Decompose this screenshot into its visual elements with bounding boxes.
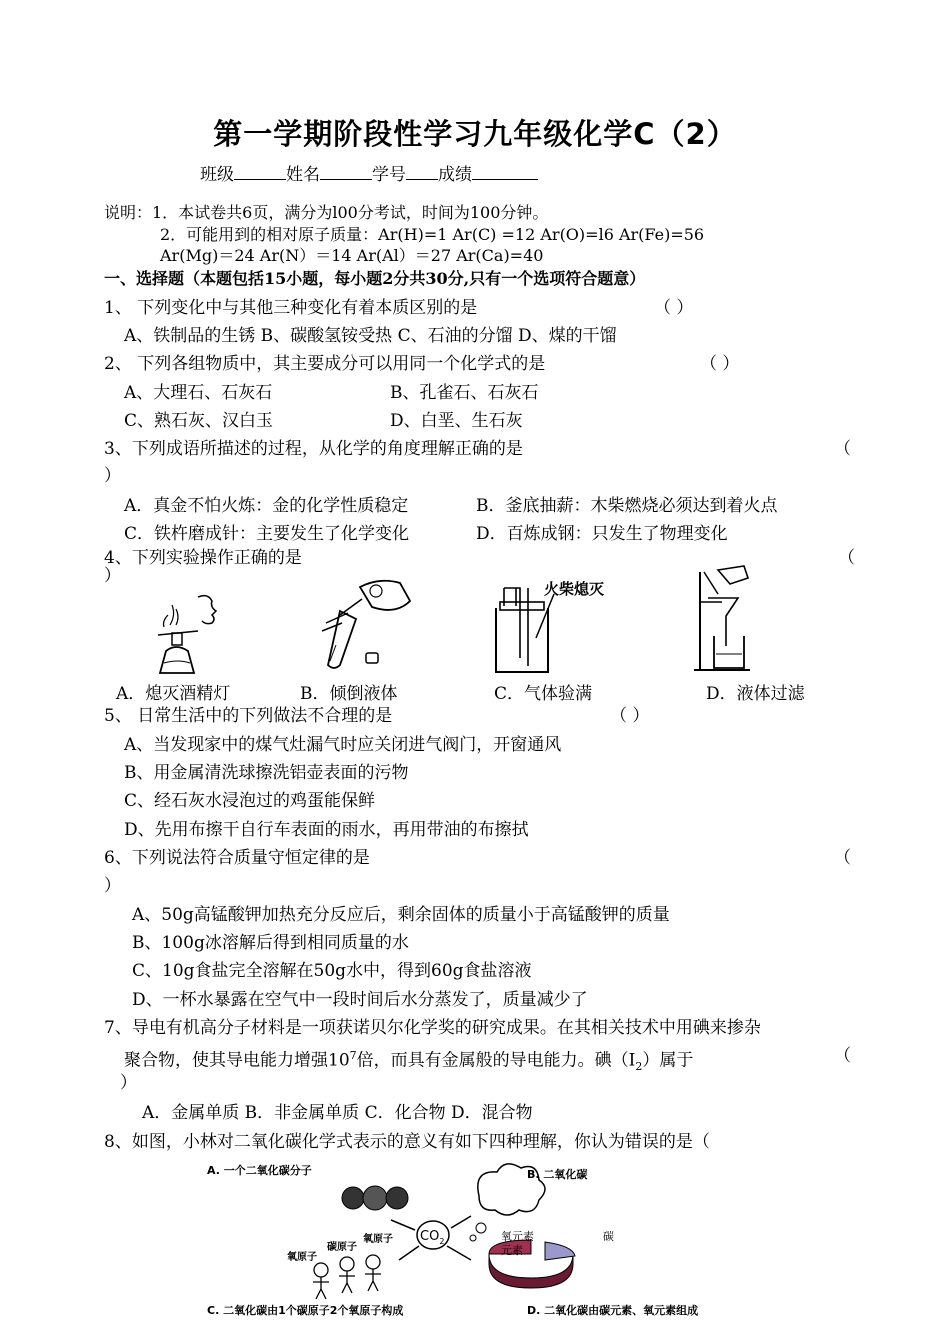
q8-label-b: B. 二氧化碳 xyxy=(527,1168,588,1181)
q7-text-c: ）属于 xyxy=(642,1050,694,1071)
q3-stem: 3、下列成语所描述的过程，从化学的角度理解正确的是 xyxy=(104,439,523,459)
q8-carbon: 碳 xyxy=(603,1230,614,1243)
q2-answer-paren[interactable]: （ ） xyxy=(700,354,740,374)
q5-option-d: D、先用布擦干自行车表面的雨水，再用带油的布擦拭 xyxy=(124,820,529,840)
q3-option-d: D．百炼成钢：只发生了物理变化 xyxy=(476,524,728,544)
q2-option-b: B、孔雀石、石灰石 xyxy=(390,383,539,403)
q1-answer-paren[interactable]: （ ） xyxy=(654,298,694,318)
q7-text-b: 倍，而具有金属般的导电能力。碘（I xyxy=(356,1050,636,1071)
q8-label-d: D. 二氧化碳由碳元素、氧元素组成 xyxy=(527,1304,699,1317)
name-blank[interactable] xyxy=(320,163,372,180)
q4-option-c: C．气体验满 xyxy=(494,684,593,704)
q7-paren-open[interactable]: （ xyxy=(834,1046,851,1066)
notes-line-1: 说明：1．本试卷共6页，满分为l00分考试，时间为100分钟。 xyxy=(104,203,549,222)
q6-option-a: A、50g高锰酸钾加热充分反应后，剩余固体的质量小于高锰酸钾的质量 xyxy=(132,905,670,925)
q7-text-a: 聚合物，使其导电能力增强10 xyxy=(124,1050,350,1071)
q5-answer-paren[interactable]: （ ） xyxy=(610,706,650,726)
q8-label-c: C. 二氧化碳由1个碳原子2个氧原子构成 xyxy=(207,1304,404,1317)
q5-option-c: C、经石灰水浸泡过的鸡蛋能保鲜 xyxy=(124,791,376,811)
q4-stem: 4、下列实验操作正确的是 xyxy=(104,548,302,568)
student-info-line xyxy=(200,163,538,186)
q6-option-d: D、一杯水暴露在空气中一段时间后水分蒸发了，质量减少了 xyxy=(132,990,588,1010)
q4-figure-a-alcohol-lamp xyxy=(150,585,230,680)
q1-options: A、铁制品的生锈 B、碳酸氢铵受热 C、石油的分馏 D、煤的干馏 xyxy=(124,326,617,346)
q7-stem-line-2 xyxy=(124,1045,693,1078)
q4-figure-b-pouring-liquid xyxy=(300,575,420,675)
q3-option-c: C．铁杵磨成针：主要发生了化学变化 xyxy=(124,524,410,544)
q4-paren-close: ） xyxy=(104,566,121,586)
q3-paren-open[interactable]: （ xyxy=(834,439,851,459)
q3-option-a: A．真金不怕火炼：金的化学性质稳定 xyxy=(124,496,409,516)
q8-oxygen-atom-2: 氧原子 xyxy=(363,1234,393,1245)
q6-stem: 6、下列说法符合质量守恒定律的是 xyxy=(104,848,370,868)
q2-stem: 2、 下列各组物质中，其主要成分可以用同一个化学式的是 xyxy=(104,354,546,374)
q5-option-a: A、当发现家中的煤气灶漏气时应关闭进气阀门，开窗通风 xyxy=(124,735,562,755)
q8-co2-text: CO xyxy=(420,1229,440,1244)
q8-co2-figure xyxy=(205,1158,785,1323)
q2-option-a: A、大理石、石灰石 xyxy=(124,383,273,403)
q4-paren-open[interactable]: （ xyxy=(838,548,855,568)
q5-option-b: B、用金属清洗球擦洗铝壶表面的污物 xyxy=(124,763,409,783)
q2-option-d: D、白垩、生石灰 xyxy=(390,411,523,431)
q7-superscript: 7 xyxy=(349,1049,357,1062)
q3-option-b: B．釜底抽薪：木柴燃烧必须达到着火点 xyxy=(476,496,778,516)
class-blank[interactable] xyxy=(234,163,286,180)
q1-stem: 1、 下列变化中与其他三种变化有着本质区别的是 xyxy=(104,298,478,318)
notes-line-2: 2．可能用到的相对原子质量：Ar(H)=1 Ar(C) =12 Ar(O)=l6 Ar(Fe)=56 xyxy=(160,225,705,244)
q4-option-b: B．倾倒液体 xyxy=(300,684,398,704)
q8-stem: 8、如图，小林对二氧化碳化学式表示的意义有如下四种理解，你认为错误的是（ xyxy=(104,1132,710,1152)
score-blank[interactable] xyxy=(472,163,538,180)
name-label: 姓名 xyxy=(286,165,320,185)
q8-label-a: A. 一个二氧化碳分子 xyxy=(207,1164,312,1177)
q2-option-c: C、熟石灰、汉白玉 xyxy=(124,411,274,431)
q4-option-a: A．熄灭酒精灯 xyxy=(116,684,231,704)
q7-options: A．金属单质 B．非金属单质 C．化合物 D．混合物 xyxy=(142,1103,533,1123)
number-label: 学号 xyxy=(372,165,406,185)
q7-paren-close: ） xyxy=(120,1073,137,1093)
q4-figure-c-gas-test xyxy=(490,578,620,678)
class-label: 班级 xyxy=(200,165,234,185)
q8-oxygen-atom-1: 氧原子 xyxy=(287,1252,317,1263)
number-blank[interactable] xyxy=(406,163,438,180)
q6-option-c: C、10g食盐完全溶解在50g水中，得到60g食盐溶液 xyxy=(132,961,532,981)
q4-figure-d-filtration xyxy=(690,562,770,674)
q5-stem: 5、 日常生活中的下列做法不合理的是 xyxy=(104,706,393,726)
q6-paren-open[interactable]: （ xyxy=(834,848,851,868)
q7-subscript: 2 xyxy=(635,1060,643,1074)
q4-option-d: D．液体过滤 xyxy=(706,684,805,704)
q7-stem-line-1: 7、导电有机高分子材料是一项获诺贝尔化学奖的研究成果。在其相关技术中用碘来掺杂 xyxy=(104,1018,761,1038)
score-label: 成绩 xyxy=(438,165,472,185)
q3-paren-close: ） xyxy=(104,466,121,486)
q4-match-out-label: 火柴熄灭 xyxy=(544,580,605,598)
q8-element-suffix: 元素 xyxy=(501,1244,523,1257)
page-title: 第一学期阶段性学习九年级化学C（2） xyxy=(213,117,737,151)
q6-paren-close: ） xyxy=(104,876,121,896)
notes-line-3: Ar(Mg)＝24 Ar(N）＝14 Ar(Al）＝27 Ar(Ca)=40 xyxy=(160,246,544,265)
q6-option-b: B、100g冰溶解后得到相同质量的水 xyxy=(132,933,409,953)
q8-co2-sub: 2 xyxy=(439,1237,445,1246)
q8-oxygen-element: 氧元素 xyxy=(501,1230,534,1243)
q8-carbon-atom: 碳原子 xyxy=(327,1242,357,1253)
section-heading: 一、选择题（本题包括15小题，每小题2分共30分,只有一个选项符合题意） xyxy=(104,269,646,288)
